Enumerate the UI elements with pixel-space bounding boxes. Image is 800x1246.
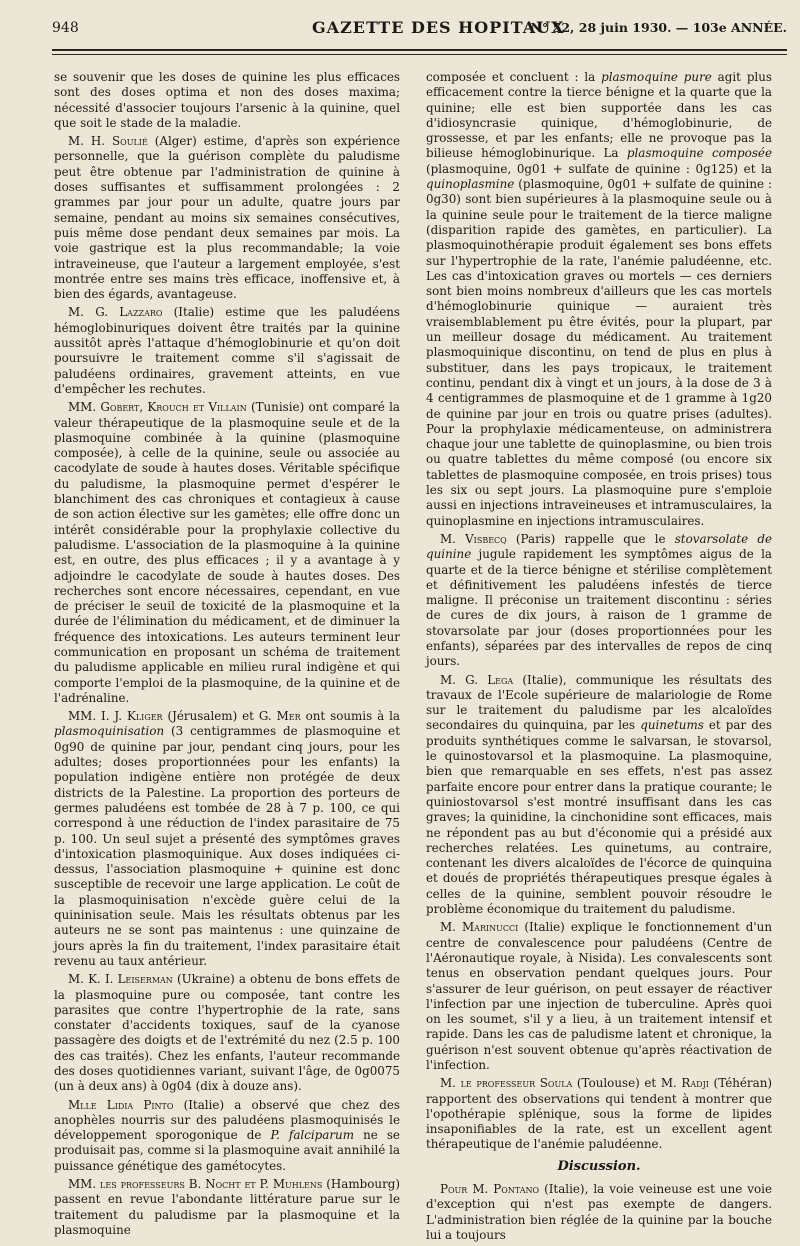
right-column <box>426 70 772 1246</box>
author-name: Mer <box>276 709 301 724</box>
page-number: 948 <box>52 20 79 36</box>
paragraph: Pour M. Pontano (Italie), la voie veineuse est une voie d'exception qui n'est pas exempte de dangers. L'administration bien réglée de la quinine par la bouche lui a toujours <box>426 1182 772 1242</box>
paragraph: M. Marinucci (Italie) explique le fonctionnement d'un centre de convalescence pour paludéens (Centre de l'Aéronautique royale, à Nisida). Les convalescents sont tenus en observation pendant quelques jours. Pour s'assurer de leur guérison, on peut essayer de réactiver l'infection par une injection de tuberculine. Après quoi on les soumet, s'il y a lieu, à un traitement intensif et rapide. Dans les cas de paludisme latent et chronique, la guérison n'est souvent obtenue qu'après réactivation de l'infection. <box>426 920 773 1072</box>
paragraph: se souvenir que les doses de quinine les plus efficaces sont des doses optima et non des doses maxima; nécessité d'associer toujours l'arsenic à la quinine, quel que soit le stade de la maladie. <box>54 70 400 130</box>
author-name: MM. Gobert, Krouch et Villain <box>68 400 247 415</box>
paragraph: M. le professeur Soula (Toulouse) et M. Radji (Téhéran) rapportent des observations qui tendent à montrer que l'opothérapie splénique, sous la forme de lipides insaponifiables de la rate, est un excellent agent thérapeutique de l'anémie paludéenne. <box>426 1076 773 1152</box>
issue-info: N° 52, 28 juin 1930. — 103e ANNÉE. <box>530 20 787 35</box>
author-name: M. le professeur Soula <box>440 1076 573 1091</box>
paragraph: Mlle Lidia Pinto (Italie) a observé que chez des anophèles nourris sur des paludéens plasmoquinisés le développement sporogonique de P. falciparum ne se produisait pas, comme si la plasmoquine avait annihilé la puissance génétique des gamétocytes. <box>54 1097 401 1173</box>
paragraph: M. Visbecq (Paris) rappelle que le stovarsolate de quinine jugule rapidement les symptômes aigus de la quarte et de la tierce bénigne et stérilise complètement et définitivement les paludéens infestés de tierce maligne. Il préconise un traitement discontinu : séries de cures de dix jours, à raison de 1 gramme de stovarsolate par jour (doses proportionnées pour les enfants), séparées par des intervalles de repos de cinq jours. <box>426 531 772 669</box>
paragraph: MM. les professeurs B. Nocht et P. Muhlens (Hambourg) passent en revue l'abondante littérature parue sur le traitement du paludisme par la plasmoquine et la plasmoquine <box>54 1177 401 1237</box>
author-name: M. G. Lega <box>440 672 514 687</box>
left-column <box>54 70 400 1241</box>
author-name: M. G. Lazzaro <box>68 305 163 320</box>
author-name: M. Marinucci <box>440 920 519 935</box>
author-name: MM. les professeurs B. Nocht et P. Muhlens <box>68 1177 323 1192</box>
paragraph: M. G. Lazzaro (Italie) estime que les paludéens hémoglobinuriques doivent être traités par la quinine aussitôt après l'attaque d'hémoglobinurie et qu'on doit poursuivre le traitement comme s'il s'agissait de paludéens ordinaires, gravement atteints, en vue d'empêcher les rechutes. <box>54 305 400 396</box>
author-name: MM. I. J. Kliger <box>68 709 163 724</box>
paragraph: composée et concluent : la plasmoquine pure agit plus efficacement contre la tierce bénigne et la quarte que la quinine; elle est bien supportée dans les cas d'idiosyncrasie quinique, d'hémoglobinurie, de grossesse, et par les enfants; elle ne provoque pas la bilieuse hémoglobinurique. La plasmoquine composée (plasmoquine, 0g01 + sulfate de quinine : 0g125) et la quinoplasmine (plasmoquine, 0g01 + sulfate de quinine : 0g30) sont bien supérieures à la plasmoquine seule ou à la quinine seule pour le traitement de la tierce maligne (disparition rapide des gamètes, en particulier). La plasmoquinothérapie produit également ses bons effets sur l'hypertrophie de la rate, l'anémie paludéenne, etc. Les cas d'intoxication graves ou mortels — ces derniers sont bien moins nombreux d'ailleurs que les cas mortels d'hémoglobinurie quinique — auraient très vraisemblablement pu être évités, pour la plupart, par un meilleur dosage du médicament. Au traitement plasmoquinique discontinu, on tend de plus en plus à substituer, dans les pays tropicaux, le traitement continu, pendant dix à vingt et un jours, à la dose de 3 à 4 centigrammes de plasmoquine et de 1 gramme à 1g20 de quinine par jour en trois ou quatre prises (adultes). Pour la prophylaxie médicamenteuse, on administrera chaque jour une tablette de quinoplasmine, ou bien trois ou quatre tablettes du même composé (ou encore six tablettes de plasmoquine composée, en trois prises) tous les six ou sept jours. La plasmoquine pure s'emploie aussi en injections intraveineuses et intramusculaires, la quinoplasmine en injections intramusculaires. <box>426 70 772 528</box>
paragraph: M. H. Soulié (Alger) estime, d'après son expérience personnelle, que la guérison complète du paludisme peut être obtenue par l'administration de quinine à doses suffisantes et suffisamment prolongées : 2 grammes par jour pour un adulte, quatre jours par semaine, pendant au moins six semaines consécutives, puis même dose pendant deux semaines par mois. La voie gastrique est la plus recommandable; la voie intraveineuse, que l'auteur a largement employée, s'est montrée entre ses mains très efficace, inoffensive et, à bien des égards, avantageuse. <box>54 134 400 302</box>
page-header <box>52 14 787 46</box>
section-heading: Discussion. <box>557 1158 641 1174</box>
author-name: M. K. I. Leiserman <box>68 972 173 987</box>
paragraph: M. G. Lega (Italie), communique les résultats des travaux de l'Ecole supérieure de malariologie de Rome sur le traitement du paludisme par les alcaloïdes secondaires du quinquina, par les quinetums et par des produits synthétiques comme le salvarsan, le stovarsol, le quinostovarsol et la plasmoquine. La plasmoquine, bien que remarquable en ses effets, n'est pas assez parfaite encore pour entrer dans la pratique courante; le quiniostovarsol s'est montré insuffisant dans les cas graves; la quinidine, la cinchonidine sont efficaces, mais ne répondent pas au but d'économie qui a présidé aux recherches relatées. Les quinetums, au contraire, contenant les divers alcaloïdes de l'écorce de quinquina et doués de propriétés thérapeutiques presque égales à celles de la quinine, semblent pouvoir résoudre le problème économique du traitement du paludisme. <box>426 672 772 917</box>
header-rule-thick <box>52 49 787 51</box>
paragraph: MM. Gobert, Krouch et Villain (Tunisie) ont comparé la valeur thérapeutique de la plasmoquine seule et de la plasmoquine combinée à la quinine (plasmoquine composée), à celle de la quinine, seule ou associée au cacodylate de soude à hautes doses. Véritable spécifique du paludisme, la plasmoquine permet d'espérer le blanchiment des cas chroniques et contagieux à cause de son action élective sur les gamètes; elle offre donc un intérêt considérable pour la prophylaxie collective du paludisme. L'association de la plasmoquine à la quinine est, en outre, des plus efficaces ; il y a avantage à y adjoindre le cacodylate de soude à hautes doses. Des recherches sont encore nécessaires, cependant, en vue de préciser le seuil de toxicité de la plasmoquine et la durée de l'élimination du médicament, et de diminuer la fréquence des intoxications. Les auteurs terminent leur communication en proposant un schéma de traitement du paludisme applicable en milieu rural indigène et qui comporte l'emploi de la plasmoquine, de la quinine et de l'adrénaline. <box>54 400 400 705</box>
author-name: Pour M. Pontano <box>440 1182 540 1197</box>
paragraph: MM. I. J. Kliger (Jérusalem) et G. Mer ont soumis à la plasmoquinisation (3 centigrammes de plasmoquine et 0g90 de quinine par jour, pendant cinq jours, pour les adultes; doses proportionnées pour les enfants) la population indigène entière non protégée de deux districts de la Palestine. La proportion des porteurs de germes paludéens est tombée de 28 à 7 p. 100, ce qui correspond à une réduction de l'index parasitaire de 75 p. 100. Un seul sujet a présenté des symptômes graves d'intoxication plasmoquinique. Aux doses indiquées ci-dessus, l'association plasmoquine + quinine est donc susceptible de recevoir une large application. Le coût de la plasmoquinisation n'excède guère celui de la quininisation seule. Mais les résultats obtenus par les auteurs ne se sont pas maintenus : une quinzaine de jours après la fin du traitement, l'index parasitaire était revenu au taux antérieur. <box>54 709 400 968</box>
author-name: M. H. Soulié <box>68 134 148 149</box>
author-name: Radji <box>681 1076 709 1091</box>
paragraph: M. K. I. Leiserman (Ukraine) a obtenu de bons effets de la plasmoquine pure ou composée, tant contre les parasites que contre l'hypertrophie de la rate, sans constater d'accidents toxiques, sauf de la cyanose passagère des doigts et de l'extrémité du nez (2.5 p. 100 des cas traités). Chez les enfants, l'auteur recommande des doses quotidiennes variant, suivant l'âge, de 0g0075 (un à deux ans) à 0g04 (dix à douze ans). <box>54 972 400 1094</box>
author-name: M. Visbecq <box>440 531 507 546</box>
journal-title: GAZETTE DES HOPITAUX <box>312 18 565 37</box>
header-rule-thin <box>52 54 787 55</box>
author-name: Mlle Lidia Pinto <box>68 1097 174 1112</box>
